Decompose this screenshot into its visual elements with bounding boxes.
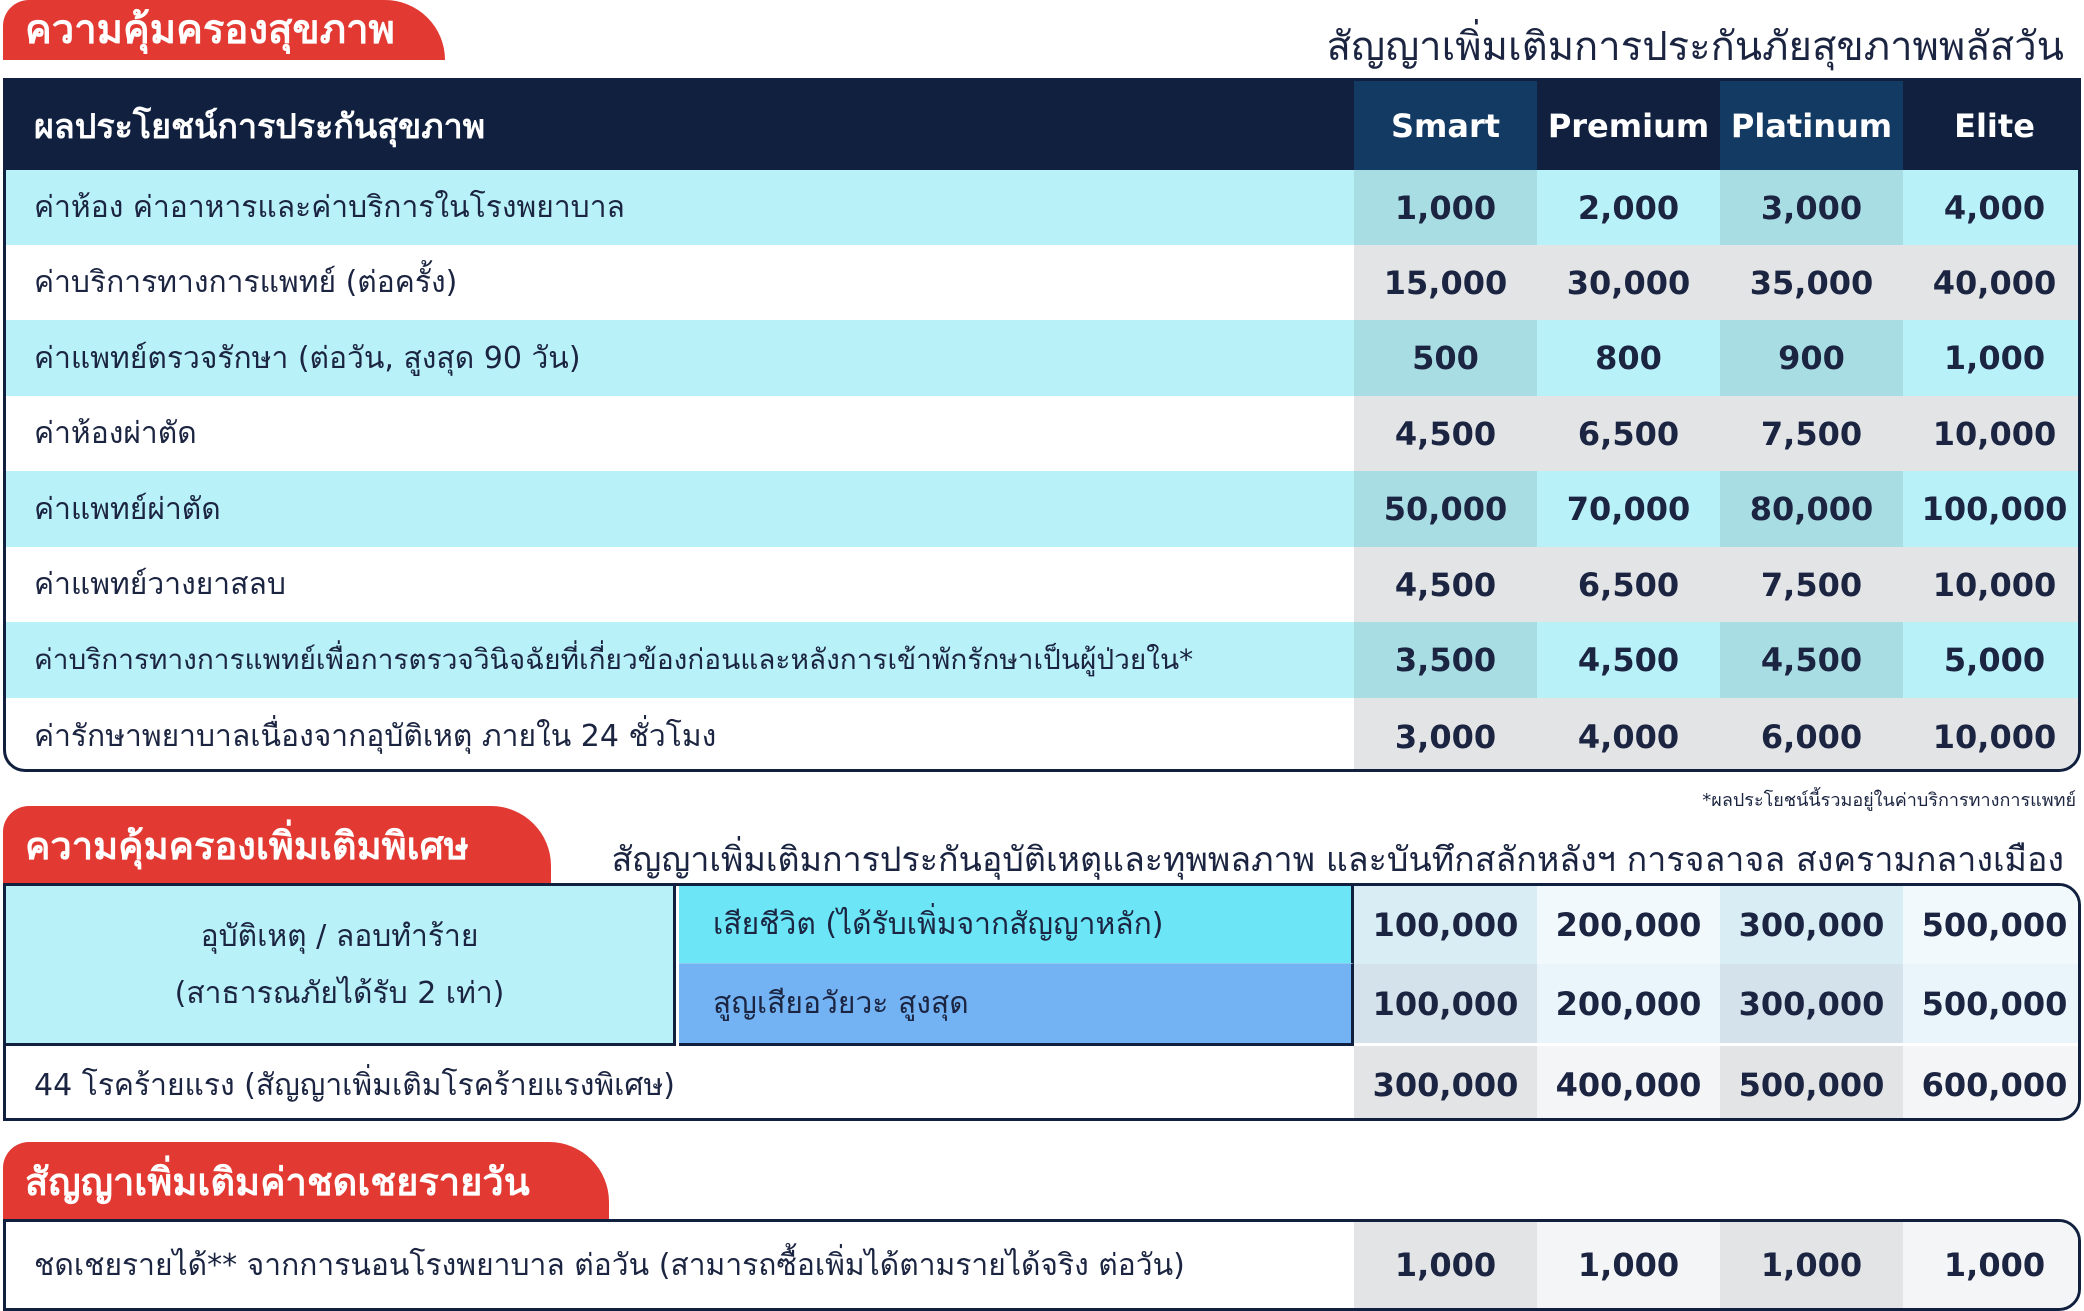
value-elite: 500,000 bbox=[1903, 964, 2081, 1043]
value-elite: 40,000 bbox=[1903, 245, 2081, 320]
value-premium: 6,500 bbox=[1537, 547, 1720, 622]
value-elite: 5,000 bbox=[1943, 641, 2046, 679]
value-smart: 3,500 bbox=[1354, 622, 1537, 698]
row-label: ค่าแพทย์ตรวจรักษา (ต่อวัน, สูงสุด 90 วัน) bbox=[34, 340, 581, 376]
value-platinum: 4,500 bbox=[1720, 622, 1903, 698]
health-benefits-table bbox=[3, 78, 2081, 772]
table-row bbox=[6, 622, 2078, 698]
daily-compensation-table bbox=[3, 1219, 2081, 1311]
section-subtitle: สัญญาเพิ่มเติมการประกันภัยสุขภาพพลัสวัน bbox=[1326, 24, 2064, 70]
section-tab-daily bbox=[3, 1142, 609, 1222]
value-smart: 100,000 bbox=[1354, 964, 1537, 1043]
section-tab-special bbox=[3, 806, 551, 886]
row-label: ค่าแพทย์ผ่าตัด bbox=[34, 491, 221, 527]
sub-row-organ bbox=[679, 964, 1354, 1046]
accident-note: (สาธารณภัยได้รับ 2 เท่า) bbox=[174, 975, 505, 1011]
section-tab-label: ความคุ้มครองเพิ่มเติมพิเศษ bbox=[25, 824, 469, 868]
value-premium: 30,000 bbox=[1537, 245, 1720, 320]
row-label: 44 โรคร้ายแรง (สัญญาเพิ่มเติมโรคร้ายแรงพิเศษ) bbox=[34, 1067, 675, 1103]
accident-label: อุบัติเหตุ / ลอบทำร้าย bbox=[200, 918, 479, 954]
value-premium: 200,000 bbox=[1537, 964, 1720, 1043]
value-premium: 70,000 bbox=[1566, 490, 1691, 528]
value-elite: 4,000 bbox=[1943, 188, 2046, 227]
value-elite: 10,000 bbox=[1903, 698, 2081, 772]
row-label: ค่ารักษาพยาบาลเนื่องจากอุบัติเหตุ ภายใน 24 ชั่วโมง bbox=[34, 719, 717, 754]
sub-row-death bbox=[679, 886, 1354, 964]
section-tab-health bbox=[3, 0, 445, 60]
value-smart: 1,000 bbox=[1354, 1222, 1537, 1308]
row-label: ค่าห้องผ่าตัด bbox=[34, 416, 197, 451]
value-platinum: 3,000 bbox=[1720, 170, 1903, 245]
value-elite: 1,000 bbox=[1903, 1222, 2081, 1308]
value-premium: 1,000 bbox=[1537, 1222, 1720, 1308]
table-row bbox=[6, 245, 2078, 320]
footnote: *ผลประโยชน์นี้รวมอยู่ในค่าบริการทางการแพทย์ bbox=[1702, 790, 2076, 811]
value-platinum: 1,000 bbox=[1720, 1222, 1903, 1308]
row-label: ค่าห้อง ค่าอาหารและค่าบริการในโรงพยาบาล bbox=[34, 190, 625, 225]
value-elite: 10,000 bbox=[1903, 396, 2081, 471]
value-smart: 4,500 bbox=[1354, 547, 1537, 622]
value-premium: 6,500 bbox=[1537, 396, 1720, 471]
value-platinum: 500,000 bbox=[1720, 1046, 1903, 1121]
table-row bbox=[6, 471, 2078, 547]
value-elite: 10,000 bbox=[1903, 547, 2081, 622]
value-smart: 50,000 bbox=[1354, 471, 1537, 547]
accident-group-label bbox=[6, 886, 676, 1046]
value-smart: 1,000 bbox=[1354, 170, 1537, 245]
value-elite: 600,000 bbox=[1903, 1046, 2081, 1121]
value-platinum: 6,000 bbox=[1720, 698, 1903, 772]
table-header-row bbox=[6, 81, 2078, 170]
value-smart: 300,000 bbox=[1354, 1046, 1537, 1121]
row-label: ค่าบริการทางการแพทย์เพื่อการตรวจวินิจฉัยที่เกี่ยวข้องก่อนและหลังการเข้าพักรักษาเป็นผู้ป่วยใน* bbox=[34, 643, 1194, 676]
value-platinum: 300,000 bbox=[1720, 964, 1903, 1043]
value-smart: 500 bbox=[1354, 320, 1537, 396]
section-subtitle: สัญญาเพิ่มเติมการประกันอุบัติเหตุและทุพพลภาพ และบันทึกสลักหลังฯ การจลาจล สงครามกลางเมือง bbox=[611, 840, 2064, 880]
special-coverage-table bbox=[3, 883, 2081, 1121]
value-premium: 800 bbox=[1595, 339, 1662, 377]
sub-row-label: สูญเสียอวัยวะ สูงสุด bbox=[713, 986, 969, 1021]
value-platinum: 7,500 bbox=[1720, 396, 1903, 471]
value-platinum: 35,000 bbox=[1720, 245, 1903, 320]
value-elite: 500,000 bbox=[1903, 886, 2081, 964]
value-smart: 4,500 bbox=[1354, 396, 1537, 471]
value-premium: 2,000 bbox=[1577, 188, 1680, 227]
value-premium: 200,000 bbox=[1537, 886, 1720, 964]
value-platinum: 7,500 bbox=[1720, 547, 1903, 622]
row-label: ค่าบริการทางการแพทย์ (ต่อครั้ง) bbox=[34, 265, 458, 300]
row-label: ชดเชยรายได้** จากการนอนโรงพยาบาล ต่อวัน (สามารถซื้อเพิ่มได้ตามรายได้จริง ต่อวัน) bbox=[34, 1247, 1185, 1283]
plan-header-smart: Smart bbox=[1354, 81, 1537, 170]
value-premium: 4,500 bbox=[1577, 641, 1680, 679]
plan-header-elite: Elite bbox=[1954, 106, 2035, 145]
section-tab-label: สัญญาเพิ่มเติมค่าชดเชยรายวัน bbox=[25, 1160, 530, 1204]
value-smart: 100,000 bbox=[1354, 886, 1537, 964]
value-elite: 100,000 bbox=[1921, 490, 2068, 528]
value-platinum: 300,000 bbox=[1720, 886, 1903, 964]
section-tab-label: ความคุ้มครองสุขภาพ bbox=[25, 7, 395, 53]
row-label: ค่าแพทย์วางยาสลบ bbox=[34, 567, 286, 602]
value-premium: 4,000 bbox=[1537, 698, 1720, 772]
table-row bbox=[6, 170, 2078, 245]
plan-header-platinum: Platinum bbox=[1720, 81, 1903, 170]
plan-header-premium: Premium bbox=[1547, 106, 1710, 145]
value-platinum: 900 bbox=[1720, 320, 1903, 396]
header-label: ผลประโยชน์การประกันสุขภาพ bbox=[34, 106, 486, 147]
table-row-critical bbox=[6, 1046, 2078, 1121]
value-smart: 3,000 bbox=[1354, 698, 1537, 772]
value-platinum: 80,000 bbox=[1720, 471, 1903, 547]
table-row bbox=[6, 1222, 2078, 1308]
value-elite: 1,000 bbox=[1943, 339, 2046, 377]
table-row bbox=[6, 320, 2078, 396]
table-row bbox=[6, 396, 2078, 471]
sub-row-label: เสียชีวิต (ได้รับเพิ่มจากสัญญาหลัก) bbox=[713, 907, 1164, 942]
value-premium: 400,000 bbox=[1537, 1046, 1720, 1121]
table-row bbox=[6, 547, 2078, 622]
value-smart: 15,000 bbox=[1354, 245, 1537, 320]
table-row bbox=[6, 698, 2078, 772]
